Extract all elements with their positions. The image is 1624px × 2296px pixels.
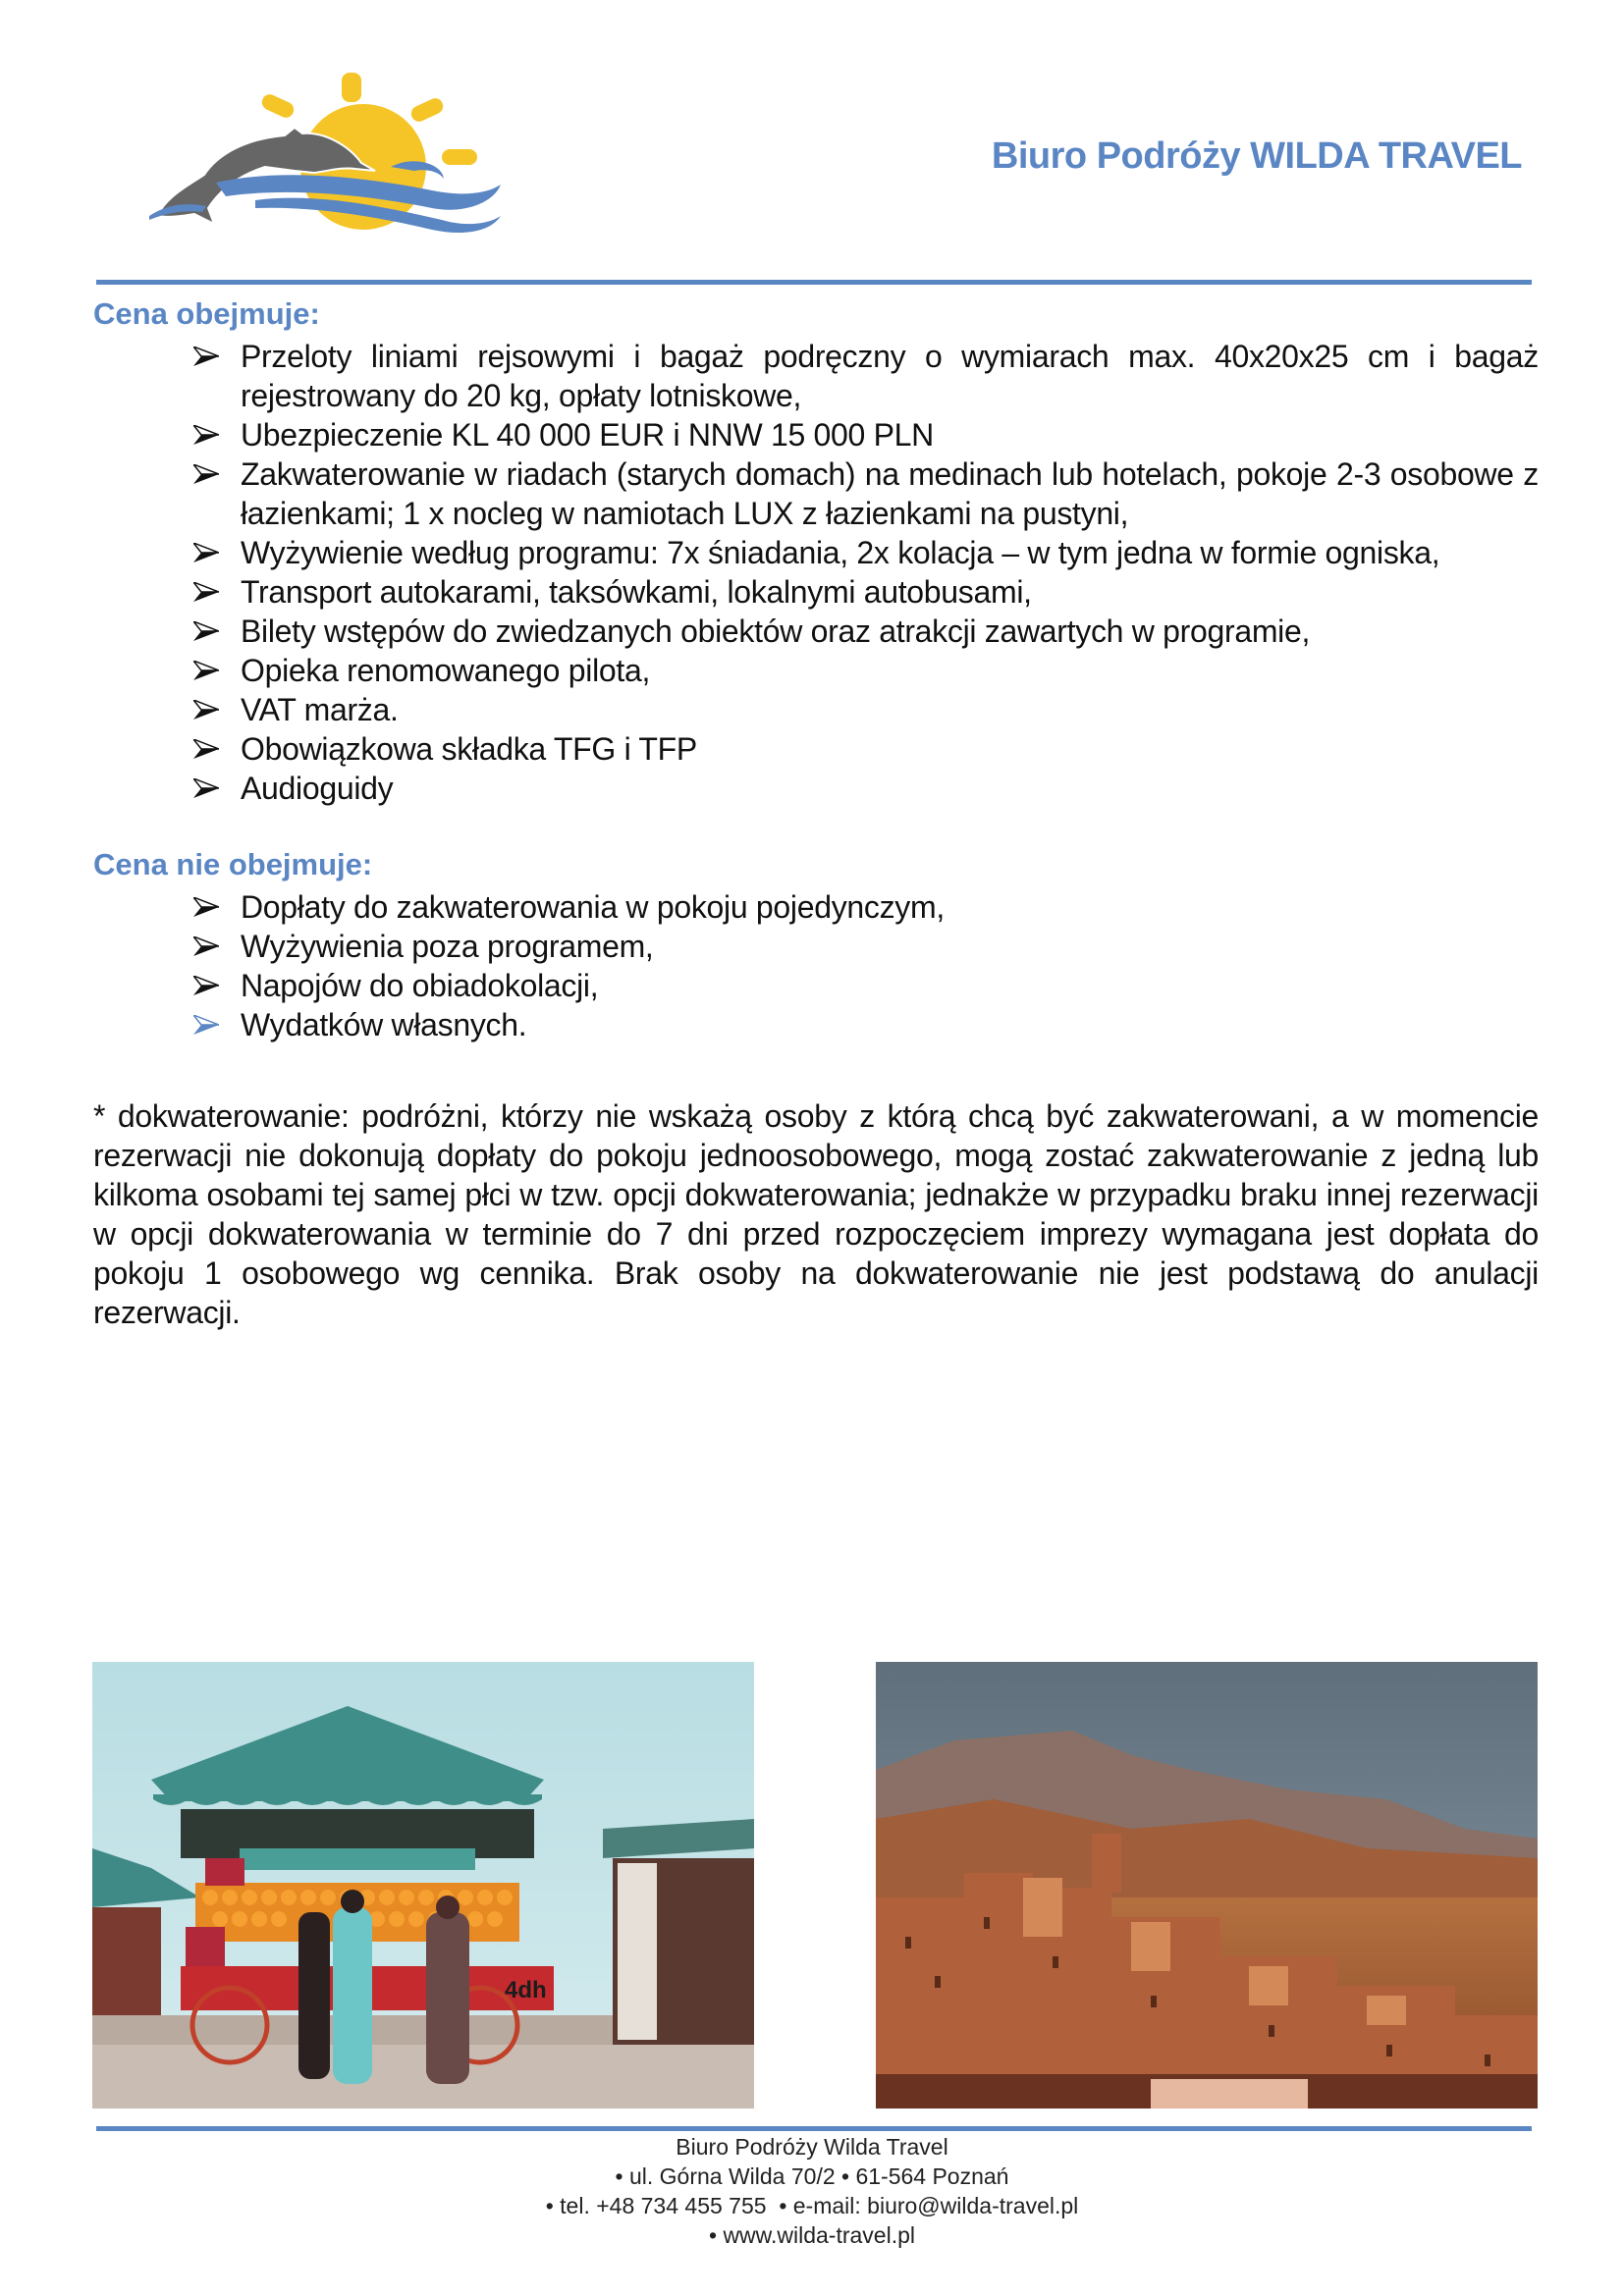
kasbah-mountains-photo: [876, 1662, 1538, 2109]
dolphin-sun-logo-icon: [147, 69, 520, 236]
arrow-bullet-icon: [193, 700, 219, 720]
arrow-bullet-icon: [193, 661, 219, 680]
list-item: Ubezpieczenie KL 40 000 EUR i NNW 15 000 PLN: [191, 415, 1539, 454]
list-item: Transport autokarami, taksówkami, lokalnymi autobusami,: [191, 572, 1539, 612]
footer-contact: • tel. +48 734 455 755 • e-mail: biuro@wilda-travel.pl: [545, 2193, 1079, 2218]
footer: [0, 2132, 1624, 2250]
footer-divider: [96, 2126, 1532, 2131]
list-item: Audioguidy: [191, 769, 1539, 808]
list-item: VAT marża.: [191, 690, 1539, 729]
footer-website: • www.wilda-travel.pl: [709, 2222, 915, 2248]
list-item: Wyżywienia poza programem,: [191, 927, 1539, 966]
header-divider: [96, 280, 1532, 285]
market-juice-stall-photo: [92, 1662, 754, 2109]
footer-company: Biuro Podróży Wilda Travel: [676, 2134, 948, 2160]
footer-address: • ul. Górna Wilda 70/2 • 61-564 Poznań: [615, 2163, 1009, 2189]
arrow-bullet-icon: [193, 778, 219, 798]
arrow-bullet-icon: [193, 621, 219, 641]
arrow-bullet-icon: [193, 976, 219, 995]
list-item: Zakwaterowanie w riadach (starych domach) na medinach lub hotelach, pokoje 2-3 osobowe z łazienkami; 1 x nocleg w namiotach LUX z łazienkami na pustyni,: [191, 454, 1539, 533]
list-item: Opieka renomowanego pilota,: [191, 651, 1539, 690]
svg-text:4dh: 4dh: [505, 1977, 547, 2003]
included-heading: Cena obejmuje:: [93, 296, 320, 331]
included-list: [191, 337, 1539, 808]
arrow-bullet-icon: [193, 739, 219, 759]
arrow-bullet-icon: [193, 1015, 219, 1035]
arrow-bullet-icon: [193, 464, 219, 484]
list-item: Bilety wstępów do zwiedzanych obiektów oraz atrakcji zawartych w programie,: [191, 612, 1539, 651]
arrow-bullet-icon: [193, 425, 219, 445]
arrow-bullet-icon: [193, 347, 219, 366]
list-item: Napojów do obiadokolacji,: [191, 966, 1539, 1005]
list-item: Dopłaty do zakwaterowania w pokoju pojedynczym,: [191, 887, 1539, 927]
arrow-bullet-icon: [193, 582, 219, 602]
excluded-heading: Cena nie obejmuje:: [93, 847, 373, 881]
accommodation-note: * dokwaterowanie: podróżni, którzy nie wskażą osoby z którą chcą być zakwaterowani, a w momencie rezerwacji nie dokonują dopłaty do pokoju jednoosobowego, mogą zostać zakwaterowanie z jedną lub kilkoma osobami tej samej płci w tzw. opcji dokwaterowania; jednakże w przypadku braku innej rezerwacji w opcji dokwaterowania w terminie do 7 dni przed rozpoczęciem imprezy wymagana jest dopłata do pokoju 1 osobowego wg cennika. Brak osoby na dokwaterowanie nie jest podstawą do anulacji rezerwacji.: [93, 1098, 1539, 1330]
list-item: Wyżywienie według programu: 7x śniadania, 2x kolacja – w tym jedna w formie ogniska,: [191, 533, 1539, 572]
arrow-bullet-icon: [193, 897, 219, 917]
arrow-bullet-icon: [193, 543, 219, 562]
excluded-list: [191, 887, 1539, 1044]
arrow-bullet-icon: [193, 936, 219, 956]
list-item: Obowiązkowa składka TFG i TFP: [191, 729, 1539, 769]
list-item: Przeloty liniami rejsowymi i bagaż podręczny o wymiarach max. 40x20x25 cm i bagaż rejestrowany do 20 kg, opłaty lotniskowe,: [191, 337, 1539, 415]
list-item: Wydatków własnych.: [191, 1005, 1539, 1044]
brand-title: Biuro Podróży WILDA TRAVEL: [991, 135, 1522, 177]
